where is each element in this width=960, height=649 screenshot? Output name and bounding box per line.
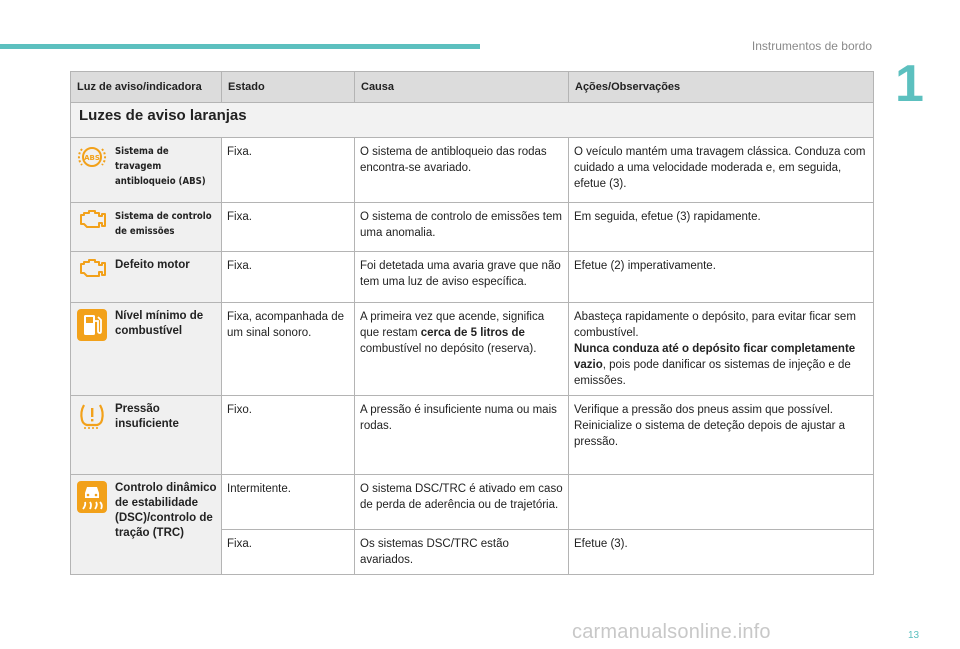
svg-text:ABS: ABS [84,154,100,162]
action-cell: Efetue (3). [569,530,874,575]
cause-cell: A pressão é insuficiente numa ou mais rodas. [355,396,569,475]
section-label: Luzes de aviso laranjas [71,103,874,138]
action-cell: O veículo mantém uma travagem clássica. Conduza com cuidado a uma velocidade moderada e, em seguida, efetue (3). [569,138,874,203]
light-name: Sistema de controlo de emissões [115,211,212,237]
engine-fault-icon [77,258,107,280]
cause-cell: Os sistemas DSC/TRC estão avariados. [355,530,569,575]
tyre-pressure-icon [77,402,107,430]
light-name: Pressão insuficiente [113,396,222,475]
action-cell: Verifique a pressão dos pneus assim que possível. Reinicialize o sistema de deteção depois de ajustar a pressão. [569,396,874,475]
table-row [71,203,874,252]
action-cell: Em seguida, efetue (3) rapidamente. [569,203,874,252]
fuel-icon [77,309,107,341]
column-header-state: Estado [222,72,355,103]
watermark: carmanualsonline.info [572,621,771,643]
table-row [71,252,874,303]
cause-cell: A primeira vez que acende, significa que restam cerca de 5 litros de combustível no depósito (reserva). [355,303,569,396]
light-name: Defeito motor [113,252,222,303]
action-cell [569,475,874,530]
warning-lights-table [70,71,874,575]
state-cell: Fixa. [222,252,355,303]
table-header-row [71,72,874,103]
chapter-number: 1 [895,55,924,113]
action-cell: Efetue (2) imperativamente. [569,252,874,303]
cause-cell: O sistema DSC/TRC é ativado em caso de perda de aderência ou de trajetória. [355,475,569,530]
action-cell: Abasteça rapidamente o depósito, para evitar ficar sem combustível. Nunca conduza até o depósito ficar completamente vazio, pois pode danificar os sistemas de injeção e de emissões. [569,303,874,396]
table-row [71,396,874,475]
light-name: Nível mínimo de combustível [113,303,222,396]
stability-control-icon [77,481,107,513]
light-name: Sistema de travagem antibloqueio (ABS) [115,146,206,187]
state-cell: Fixa. [222,203,355,252]
header-accent-bar [0,44,480,49]
light-name: Controlo dinâmico de estabilidade (DSC)/controlo de tração (TRC) [113,475,222,575]
state-cell: Fixo. [222,396,355,475]
state-cell: Intermitente. [222,475,355,530]
column-header-cause: Causa [355,72,569,103]
table-row [71,138,874,203]
state-cell: Fixa. [222,530,355,575]
section-row [71,103,874,138]
column-header-light: Luz de aviso/indicadora [71,72,222,103]
page-number: 13 [908,630,920,641]
state-cell: Fixa. [222,138,355,203]
column-header-action: Ações/Observações [569,72,874,103]
table-row [71,303,874,396]
abs-warning-icon [77,144,107,170]
cause-cell: O sistema de antibloqueio das rodas encontra-se avariado. [355,138,569,203]
cause-cell: Foi detetada uma avaria grave que não tem uma luz de aviso específica. [355,252,569,303]
table-row [71,475,874,530]
section-title: Instrumentos de bordo [751,39,872,53]
state-cell: Fixa, acompanhada de um sinal sonoro. [222,303,355,396]
cause-cell: O sistema de controlo de emissões tem uma anomalia. [355,203,569,252]
engine-warning-icon [77,209,107,231]
